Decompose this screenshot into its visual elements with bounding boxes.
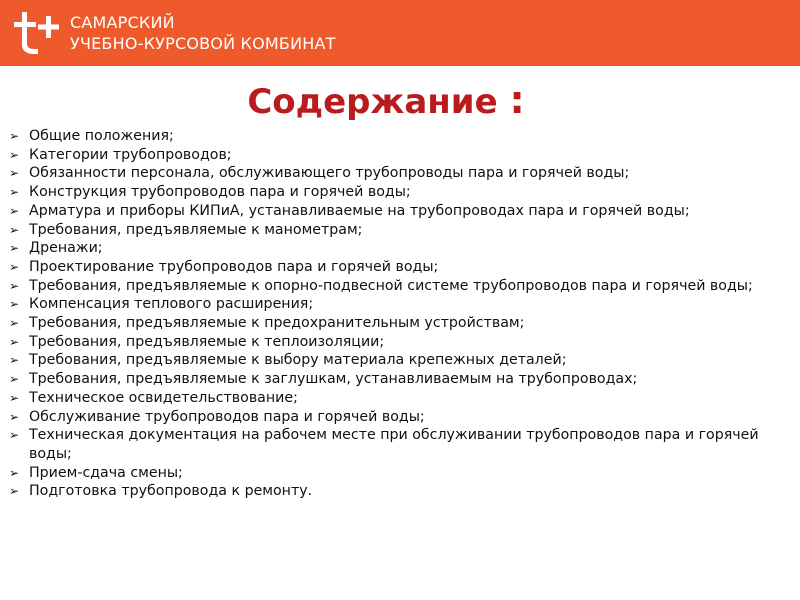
arrow-bullet-icon: ➢ bbox=[9, 166, 20, 181]
arrow-bullet-icon: ➢ bbox=[9, 334, 20, 349]
brand-name bbox=[70, 12, 336, 54]
list-item-text: Конструкция трубопроводов пара и горячей воды; bbox=[29, 184, 411, 201]
list-item bbox=[9, 239, 784, 258]
brand-line-2: УЧЕБНО-КУРСОВОЙ КОМБИНАТ bbox=[70, 34, 336, 53]
arrow-bullet-icon: ➢ bbox=[9, 203, 20, 218]
arrow-bullet-icon: ➢ bbox=[9, 129, 20, 143]
list-item bbox=[9, 408, 784, 427]
list-item bbox=[9, 146, 784, 165]
list-item-text: Компенсация теплового расширения; bbox=[29, 296, 314, 313]
list-item-text: Подготовка трубопровода к ремонту. bbox=[29, 483, 313, 500]
header-banner bbox=[0, 0, 800, 66]
arrow-bullet-icon: ➢ bbox=[9, 278, 20, 293]
list-item bbox=[9, 295, 784, 314]
arrow-bullet-icon: ➢ bbox=[9, 241, 20, 256]
list-item-text: Требования, предъявляемые к предохранительным устройствам; bbox=[29, 315, 525, 332]
list-item bbox=[9, 202, 784, 221]
list-item bbox=[9, 258, 784, 277]
list-item bbox=[9, 426, 784, 463]
arrow-bullet-icon: ➢ bbox=[9, 185, 20, 200]
title-text: Содержание bbox=[247, 82, 498, 122]
list-item-text: Арматура и приборы КИПиА, устанавливаемые на трубопроводах пара и горячей воды; bbox=[29, 202, 690, 219]
title-colon: : bbox=[509, 78, 525, 122]
list-item bbox=[9, 277, 784, 296]
arrow-bullet-icon: ➢ bbox=[9, 222, 20, 237]
list-item-text: Техническая документация на рабочем месте при обслуживании трубопроводов пара и горячей воды; bbox=[29, 427, 759, 462]
list-item-text: Категории трубопроводов; bbox=[29, 146, 232, 163]
list-item bbox=[9, 127, 784, 146]
arrow-bullet-icon: ➢ bbox=[9, 465, 20, 480]
arrow-bullet-icon: ➢ bbox=[9, 316, 20, 331]
arrow-bullet-icon: ➢ bbox=[9, 372, 20, 387]
list-item-text: Требования, предъявляемые к манометрам; bbox=[29, 221, 363, 238]
list-item-text: Обслуживание трубопроводов пара и горячей воды; bbox=[29, 408, 425, 425]
arrow-bullet-icon: ➢ bbox=[9, 297, 20, 312]
arrow-bullet-icon: ➢ bbox=[9, 147, 20, 162]
list-item-text: Обязанности персонала, обслуживающего трубопроводы пара и горячей воды; bbox=[29, 165, 630, 182]
list-item-text: Техническое освидетельствование; bbox=[29, 389, 298, 406]
list-item bbox=[9, 314, 784, 333]
brand-line-1: САМАРСКИЙ bbox=[70, 13, 175, 32]
list-item-text: Прием-сдача смены; bbox=[29, 464, 183, 481]
arrow-bullet-icon: ➢ bbox=[9, 259, 20, 274]
arrow-bullet-icon: ➢ bbox=[9, 428, 20, 443]
list-item-text: Общие положения; bbox=[29, 128, 174, 144]
list-item-text: Требования, предъявляемые к заглушкам, устанавливаемым на трубопроводах; bbox=[29, 371, 638, 388]
list-item bbox=[9, 464, 784, 483]
arrow-bullet-icon: ➢ bbox=[9, 484, 20, 499]
list-item-text: Требования, предъявляемые к выбору материала крепежных деталей; bbox=[29, 352, 567, 369]
list-item-text: Проектирование трубопроводов пара и горячей воды; bbox=[29, 258, 439, 275]
list-item-text: Дренажи; bbox=[29, 240, 103, 257]
list-item bbox=[9, 221, 784, 240]
list-item bbox=[9, 389, 784, 408]
stylized-t-plus-logo-icon bbox=[12, 8, 64, 60]
list-item bbox=[9, 370, 784, 389]
list-item-text: Требования, предъявляемые к теплоизоляции; bbox=[29, 333, 385, 350]
list-item-text: Требования, предъявляемые к опорно-подвесной системе трубопроводов пара и горячей воды; bbox=[29, 277, 753, 294]
arrow-bullet-icon: ➢ bbox=[9, 353, 20, 368]
list-item bbox=[9, 164, 784, 183]
arrow-bullet-icon: ➢ bbox=[9, 409, 20, 424]
page-title bbox=[0, 72, 772, 130]
arrow-bullet-icon: ➢ bbox=[9, 390, 20, 405]
list-item bbox=[9, 183, 784, 202]
contents-list bbox=[9, 127, 784, 501]
list-item bbox=[9, 351, 784, 370]
list-item bbox=[9, 482, 784, 501]
list-item bbox=[9, 333, 784, 352]
